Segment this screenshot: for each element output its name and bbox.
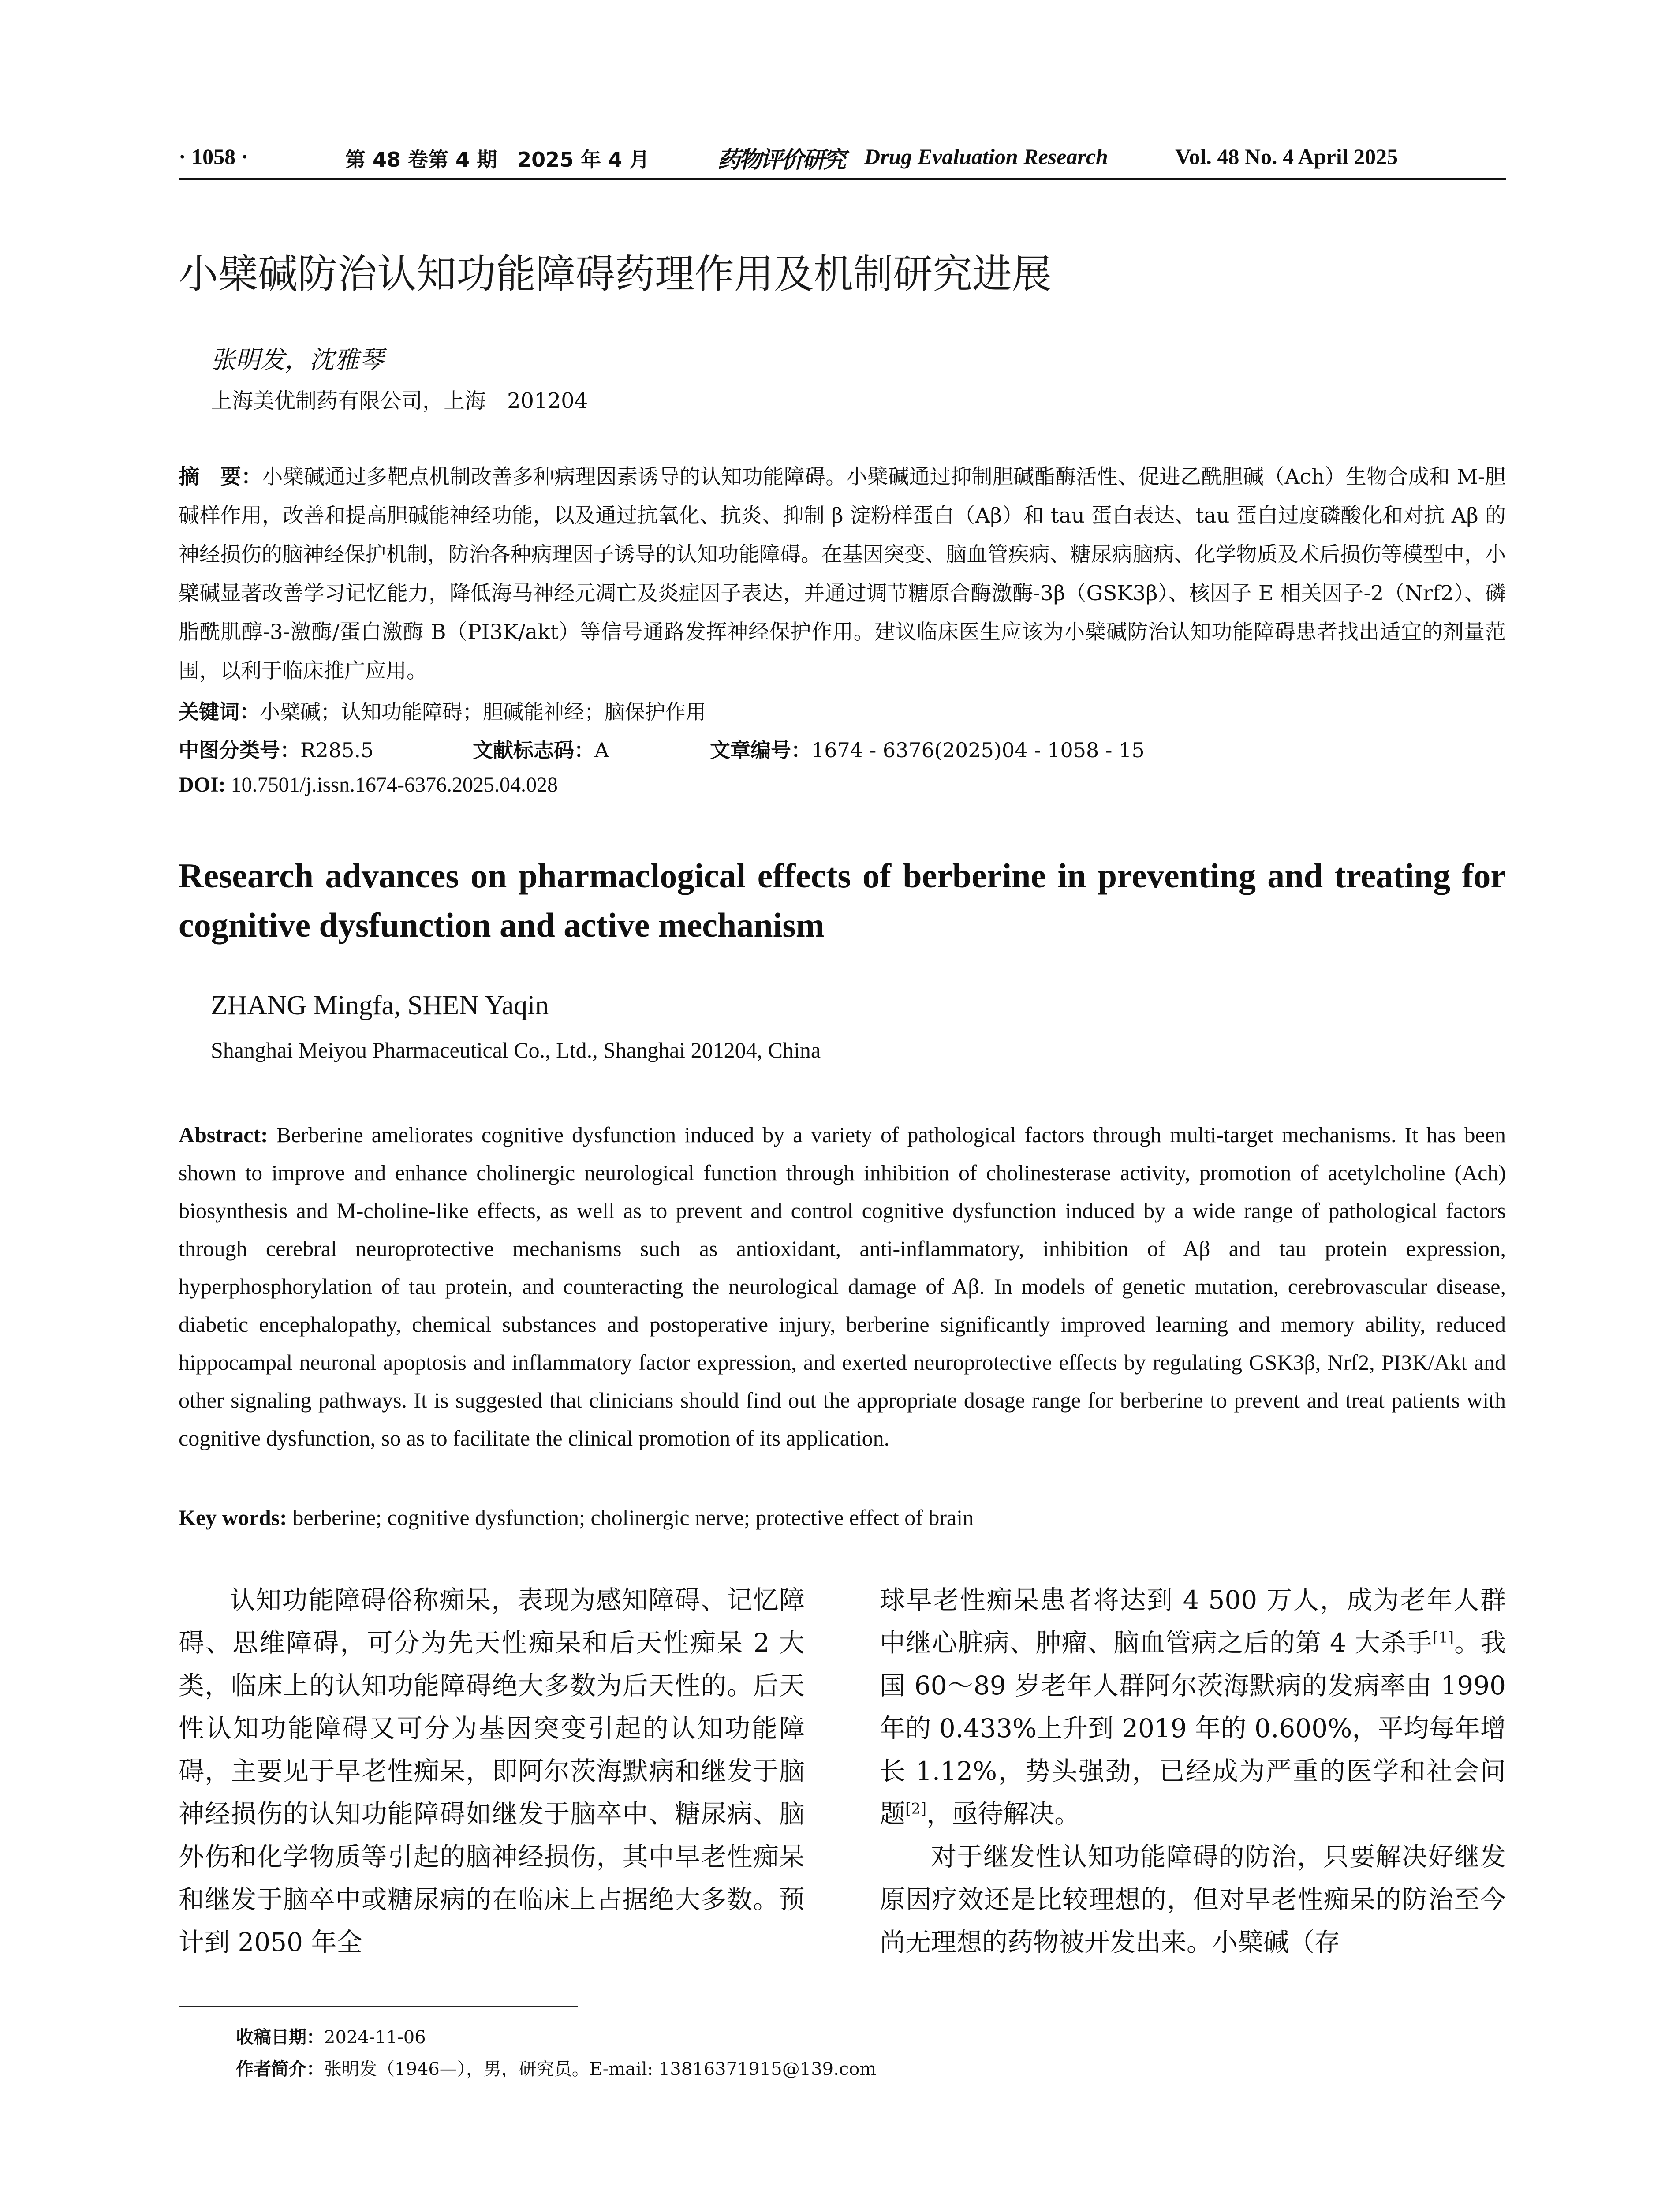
body-paragraph bbox=[880, 1579, 1506, 1835]
keywords-cn-text: 小檗碱；认知功能障碍；胆碱能神经；脑保护作用 bbox=[260, 700, 706, 724]
keywords-cn-label: 关键词： bbox=[179, 700, 260, 724]
affiliation-en: Shanghai Meiyou Pharmaceutical Co., Ltd., Shanghai 201204, China bbox=[211, 1038, 821, 1062]
abstract-en-label: Abstract: bbox=[179, 1122, 268, 1147]
keywords-cn bbox=[179, 696, 706, 725]
issue-en: Vol. 48 No. 4 April 2025 bbox=[1175, 144, 1398, 169]
author-bio bbox=[236, 2055, 876, 2080]
doi bbox=[179, 773, 558, 797]
authors-cn: 张明发，沈雅琴 bbox=[211, 346, 384, 374]
clc-label: 中图分类号： bbox=[179, 738, 300, 762]
body-text: 。我国 60～89 岁老年人群阿尔茨海默病的发病率由 1990 年的 0.433%上升到 2019 年的 0.600%，平均每年增长 1.12%，势头强劲，已经成为严重的医学和社会问题 bbox=[880, 1628, 1506, 1829]
body-paragraph: 对于继发性认知功能障碍的防治，只要解决好继发原因疗效还是比较理想的，但对早老性痴呆的防治至今尚无理想的药物被开发出来。小檗碱（存 bbox=[880, 1842, 1506, 1957]
doc-code-label: 文献标志码： bbox=[473, 738, 594, 762]
abstract-cn-label: 摘 要： bbox=[179, 465, 262, 489]
keywords-en-label: Key words: bbox=[179, 1505, 287, 1530]
keywords-en bbox=[179, 1505, 974, 1530]
author-bio-value: 张明发（1946—），男，研究员。E-mail: 13816371915@139.com bbox=[324, 2059, 877, 2079]
author-bio-label: 作者简介： bbox=[236, 2059, 324, 2079]
citation-1[interactable]: [1] bbox=[1432, 1629, 1454, 1647]
body-text: 球早老性痴呆患者将达到 4 500 万人，成为老年人群中继心脏病、肿瘤、脑血管病之后的第 4 大杀手 bbox=[880, 1585, 1506, 1658]
received-value: 2024-11-06 bbox=[324, 2027, 426, 2048]
classification-row bbox=[179, 734, 373, 763]
received-label: 收稿日期： bbox=[236, 2027, 324, 2048]
keywords-en-text: berberine; cognitive dysfunction; cholinergic nerve; protective effect of brain bbox=[292, 1505, 974, 1530]
body-column-right bbox=[880, 1579, 1506, 1964]
doi-label: DOI: bbox=[179, 773, 226, 796]
running-header bbox=[179, 140, 1506, 180]
body-text: ，亟待解决。 bbox=[926, 1799, 1080, 1829]
page-number: · 1058 · bbox=[179, 144, 249, 169]
affiliation-cn: 上海美优制药有限公司，上海 201204 bbox=[211, 389, 588, 413]
doi-value: 10.7501/j.issn.1674-6376.2025.04.028 bbox=[231, 773, 558, 796]
title-cn: 小檗碱防治认知功能障碍药理作用及机制研究进展 bbox=[179, 251, 1052, 297]
article-number-value: 1674 - 6376(2025)04 - 1058 - 15 bbox=[811, 738, 1145, 762]
article-number-label: 文章编号： bbox=[710, 738, 811, 762]
authors-en: ZHANG Mingfa, SHEN Yaqin bbox=[211, 990, 549, 1020]
issue-cn: 第 48 卷第 4 期 2025 年 4 月 bbox=[345, 148, 650, 172]
doc-code-value: A bbox=[594, 738, 609, 762]
abstract-en-text: Berberine ameliorates cognitive dysfunction induced by a variety of pathological factors through multi-target mechanisms. It has been shown to improve and enhance cholinergic neurological function through inhibition of cholinesterase activity, promotion of acetylcholine (Ach) biosynthesis and M-choline-like effects, as well as to prevent and control cognitive dysfunction induced by a wide range of pathological factors through cerebral neuroprotective mechanisms such as antioxidant, anti-inflammatory, inhibition of Aβ and tau protein expression, hyperphosphorylation of tau protein, and counteracting the neurological damage of Aβ. In models of genetic mutation, cerebrovascular disease, diabetic encephalopathy, chemical substances and postoperative injury, berberine significantly improved learning and memory ability, reduced hippocampal neuronal apoptosis and inflammatory factor expression, and exerted neuroprotective effects by regulating GSK3β, Nrf2, PI3K/Akt and other signaling pathways. It is suggested that clinicians should find out the appropriate dosage range for berberine to prevent and treat patients with cognitive dysfunction, so as to facilitate the clinical promotion of its application. bbox=[179, 1122, 1506, 1450]
body-column-left bbox=[179, 1579, 805, 1964]
clc-value: R285.5 bbox=[300, 738, 374, 762]
article-number bbox=[710, 734, 1145, 763]
received-date bbox=[236, 2023, 426, 2048]
journal-name-en: Drug Evaluation Research bbox=[864, 144, 1108, 169]
journal-logo: 药物评价研究 bbox=[717, 146, 845, 173]
footnote-divider bbox=[179, 2006, 578, 2007]
doc-code bbox=[473, 734, 609, 763]
abstract-cn bbox=[179, 458, 1506, 691]
abstract-cn-text: 小檗碱通过多靶点机制改善多种病理因素诱导的认知功能障碍。小檗碱通过抑制胆碱酯酶活性、促进乙酰胆碱（Ach）生物合成和 M-胆碱样作用，改善和提高胆碱能神经功能，以及通过抗氧化、抗炎、抑制 β 淀粉样蛋白（Aβ）和 tau 蛋白表达、tau 蛋白过度磷酸化和对抗 Aβ 的神经损伤的脑神经保护机制，防治各种病理因子诱导的认知功能障碍。在基因突变、脑血管疾病、糖尿病脑病、化学物质及术后损伤等模型中，小檗碱显著改善学习记忆能力，降低海马神经元凋亡及炎症因子表达，并通过调节糖原合酶激酶-3β（GSK3β）、核因子 E 相关因子-2（Nrf2）、磷脂酰肌醇-3-激酶/蛋白激酶 B（PI3K/akt）等信号通路发挥神经保护作用。建议临床医生应该为小檗碱防治认知功能障碍患者找出适宜的剂量范围，以利于临床推广应用。 bbox=[179, 465, 1506, 683]
body-paragraph: 认知功能障碍俗称痴呆，表现为感知障碍、记忆障碍、思维障碍，可分为先天性痴呆和后天性痴呆 2 大类，临床上的认知功能障碍绝大多数为后天性的。后天性认知功能障碍又可分为基因突变引起的认知功能障碍，主要见于早老性痴呆，即阿尔茨海默病和继发于脑神经损伤的认知功能障碍如继发于脑卒中、糖尿病、脑外伤和化学物质等引起的脑神经损伤，其中早老性痴呆和继发于脑卒中或糖尿病的在临床上占据绝大多数。预计到 2050 年全 bbox=[179, 1585, 805, 1957]
title-en: Research advances on pharmaclogical effects of berberine in preventing and treating for cognitive dysfunction and active mechanism bbox=[179, 856, 1506, 944]
citation-2[interactable]: [2] bbox=[905, 1800, 927, 1818]
abstract-en bbox=[179, 1116, 1506, 1457]
